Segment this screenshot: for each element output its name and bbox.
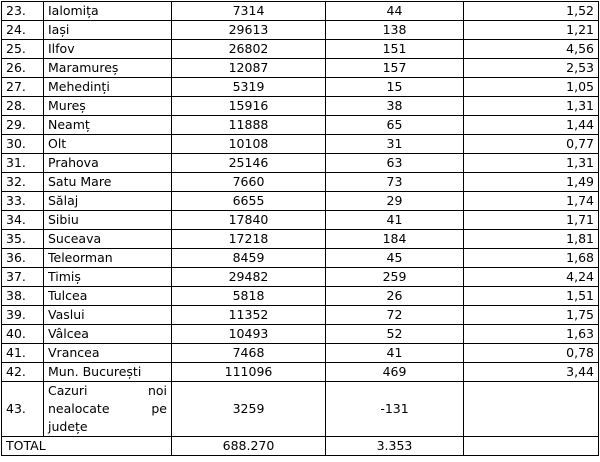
new-cases-cell: 44 [326, 2, 464, 21]
county-name: Satu Mare [44, 173, 172, 192]
total-cases-cell: 8459 [172, 249, 326, 268]
table-row [2, 192, 599, 211]
row-number: 36. [2, 249, 44, 268]
incidence-cell: 1,68 [464, 249, 599, 268]
county-name: Ilfov [44, 40, 172, 59]
incidence-cell: 1,71 [464, 211, 599, 230]
new-cases-cell: 52 [326, 325, 464, 344]
new-cases-cell: 138 [326, 21, 464, 40]
table-row [2, 2, 599, 21]
row-number: 34. [2, 211, 44, 230]
total-cases-cell: 7314 [172, 2, 326, 21]
new-cases-cell: 151 [326, 40, 464, 59]
row-number: 27. [2, 78, 44, 97]
county-name: Tulcea [44, 287, 172, 306]
new-cases-cell: 73 [326, 173, 464, 192]
row-number: 42. [2, 363, 44, 382]
incidence-cell: 1,81 [464, 230, 599, 249]
county-name: Maramureș [44, 59, 172, 78]
row-number: 41. [2, 344, 44, 363]
new-cases-cell: 41 [326, 211, 464, 230]
county-name: Suceava [44, 230, 172, 249]
row-number: 33. [2, 192, 44, 211]
county-name: Iași [44, 21, 172, 40]
incidence-cell: 1,51 [464, 287, 599, 306]
table-row [2, 325, 599, 344]
county-name: Olt [44, 135, 172, 154]
table-row [2, 97, 599, 116]
table-row-total [2, 437, 599, 456]
total-cases-cell: 5319 [172, 78, 326, 97]
total-cases-cell: 17218 [172, 230, 326, 249]
total-cases-cell: 10493 [172, 325, 326, 344]
new-cases-cell: 65 [326, 116, 464, 135]
county-name: Prahova [44, 154, 172, 173]
total-cases-cell: 17840 [172, 211, 326, 230]
row-number: 23. [2, 2, 44, 21]
row-number: 39. [2, 306, 44, 325]
table-row [2, 40, 599, 59]
incidence-cell [464, 437, 599, 456]
total-cases-cell: 688.270 [172, 437, 326, 456]
table-row [2, 363, 599, 382]
county-name: Vrancea [44, 344, 172, 363]
row-number: 31. [2, 154, 44, 173]
new-cases-cell: 3.353 [326, 437, 464, 456]
county-name: Neamț [44, 116, 172, 135]
county-name: Mehedinți [44, 78, 172, 97]
incidence-cell: 2,53 [464, 59, 599, 78]
incidence-cell: 1,31 [464, 97, 599, 116]
incidence-cell: 3,44 [464, 363, 599, 382]
row-number: 35. [2, 230, 44, 249]
row-number: 37. [2, 268, 44, 287]
county-name: Sălaj [44, 192, 172, 211]
new-cases-cell: 157 [326, 59, 464, 78]
incidence-cell: 0,77 [464, 135, 599, 154]
table-row [2, 211, 599, 230]
row-number: 24. [2, 21, 44, 40]
county-name: Sibiu [44, 211, 172, 230]
total-cases-cell: 15916 [172, 97, 326, 116]
table-row [2, 78, 599, 97]
row-number: 25. [2, 40, 44, 59]
total-cases-cell: 10108 [172, 135, 326, 154]
county-name: Ialomița [44, 2, 172, 21]
table-row [2, 116, 599, 135]
county-name-line: nealocate pe [48, 401, 167, 416]
row-number: 38. [2, 287, 44, 306]
total-cases-cell: 29482 [172, 268, 326, 287]
row-number: 40. [2, 325, 44, 344]
county-name [44, 382, 172, 437]
total-label: TOTAL [2, 437, 172, 456]
table-row [2, 306, 599, 325]
row-number: 28. [2, 97, 44, 116]
total-cases-cell: 29613 [172, 21, 326, 40]
county-name: Mureș [44, 97, 172, 116]
new-cases-cell: 26 [326, 287, 464, 306]
table-row [2, 344, 599, 363]
table-row [2, 268, 599, 287]
new-cases-cell: 184 [326, 230, 464, 249]
total-cases-cell: 26802 [172, 40, 326, 59]
row-number: 29. [2, 116, 44, 135]
new-cases-cell: 72 [326, 306, 464, 325]
cases-by-county-table [1, 1, 599, 456]
incidence-cell: 1,31 [464, 154, 599, 173]
county-name: Vâlcea [44, 325, 172, 344]
incidence-cell: 0,78 [464, 344, 599, 363]
table-row [2, 154, 599, 173]
table-row [2, 59, 599, 78]
incidence-cell: 1,49 [464, 173, 599, 192]
county-name: Mun. București [44, 363, 172, 382]
total-cases-cell: 3259 [172, 382, 326, 437]
new-cases-cell: 41 [326, 344, 464, 363]
total-cases-cell: 11352 [172, 306, 326, 325]
total-cases-cell: 7660 [172, 173, 326, 192]
new-cases-cell: 469 [326, 363, 464, 382]
table-row [2, 287, 599, 306]
new-cases-cell: 15 [326, 78, 464, 97]
county-name-line: județe [48, 419, 88, 434]
total-cases-cell: 11888 [172, 116, 326, 135]
incidence-cell [464, 382, 599, 437]
table-row [2, 230, 599, 249]
incidence-cell: 1,63 [464, 325, 599, 344]
new-cases-cell: 45 [326, 249, 464, 268]
incidence-cell: 1,05 [464, 78, 599, 97]
new-cases-cell: 31 [326, 135, 464, 154]
incidence-cell: 4,56 [464, 40, 599, 59]
total-cases-cell: 6655 [172, 192, 326, 211]
new-cases-cell: 259 [326, 268, 464, 287]
county-name: Teleorman [44, 249, 172, 268]
total-cases-cell: 25146 [172, 154, 326, 173]
row-number: 32. [2, 173, 44, 192]
county-name: Timiș [44, 268, 172, 287]
table-row [2, 173, 599, 192]
new-cases-cell: 63 [326, 154, 464, 173]
new-cases-cell: 29 [326, 192, 464, 211]
row-number: 26. [2, 59, 44, 78]
incidence-cell: 1,52 [464, 2, 599, 21]
total-cases-cell: 12087 [172, 59, 326, 78]
total-cases-cell: 7468 [172, 344, 326, 363]
row-number: 30. [2, 135, 44, 154]
total-cases-cell: 111096 [172, 363, 326, 382]
row-number: 43. [2, 382, 44, 437]
table-row [2, 135, 599, 154]
incidence-cell: 1,74 [464, 192, 599, 211]
table-body [2, 2, 599, 456]
incidence-cell: 1,44 [464, 116, 599, 135]
county-name: Vaslui [44, 306, 172, 325]
table-row [2, 249, 599, 268]
incidence-cell: 4,24 [464, 268, 599, 287]
incidence-cell: 1,21 [464, 21, 599, 40]
total-cases-cell: 5818 [172, 287, 326, 306]
table-row-unallocated [2, 382, 599, 437]
incidence-cell: 1,75 [464, 306, 599, 325]
new-cases-cell: -131 [326, 382, 464, 437]
new-cases-cell: 38 [326, 97, 464, 116]
county-name-line: Cazuri noi [48, 383, 167, 398]
table-row [2, 21, 599, 40]
